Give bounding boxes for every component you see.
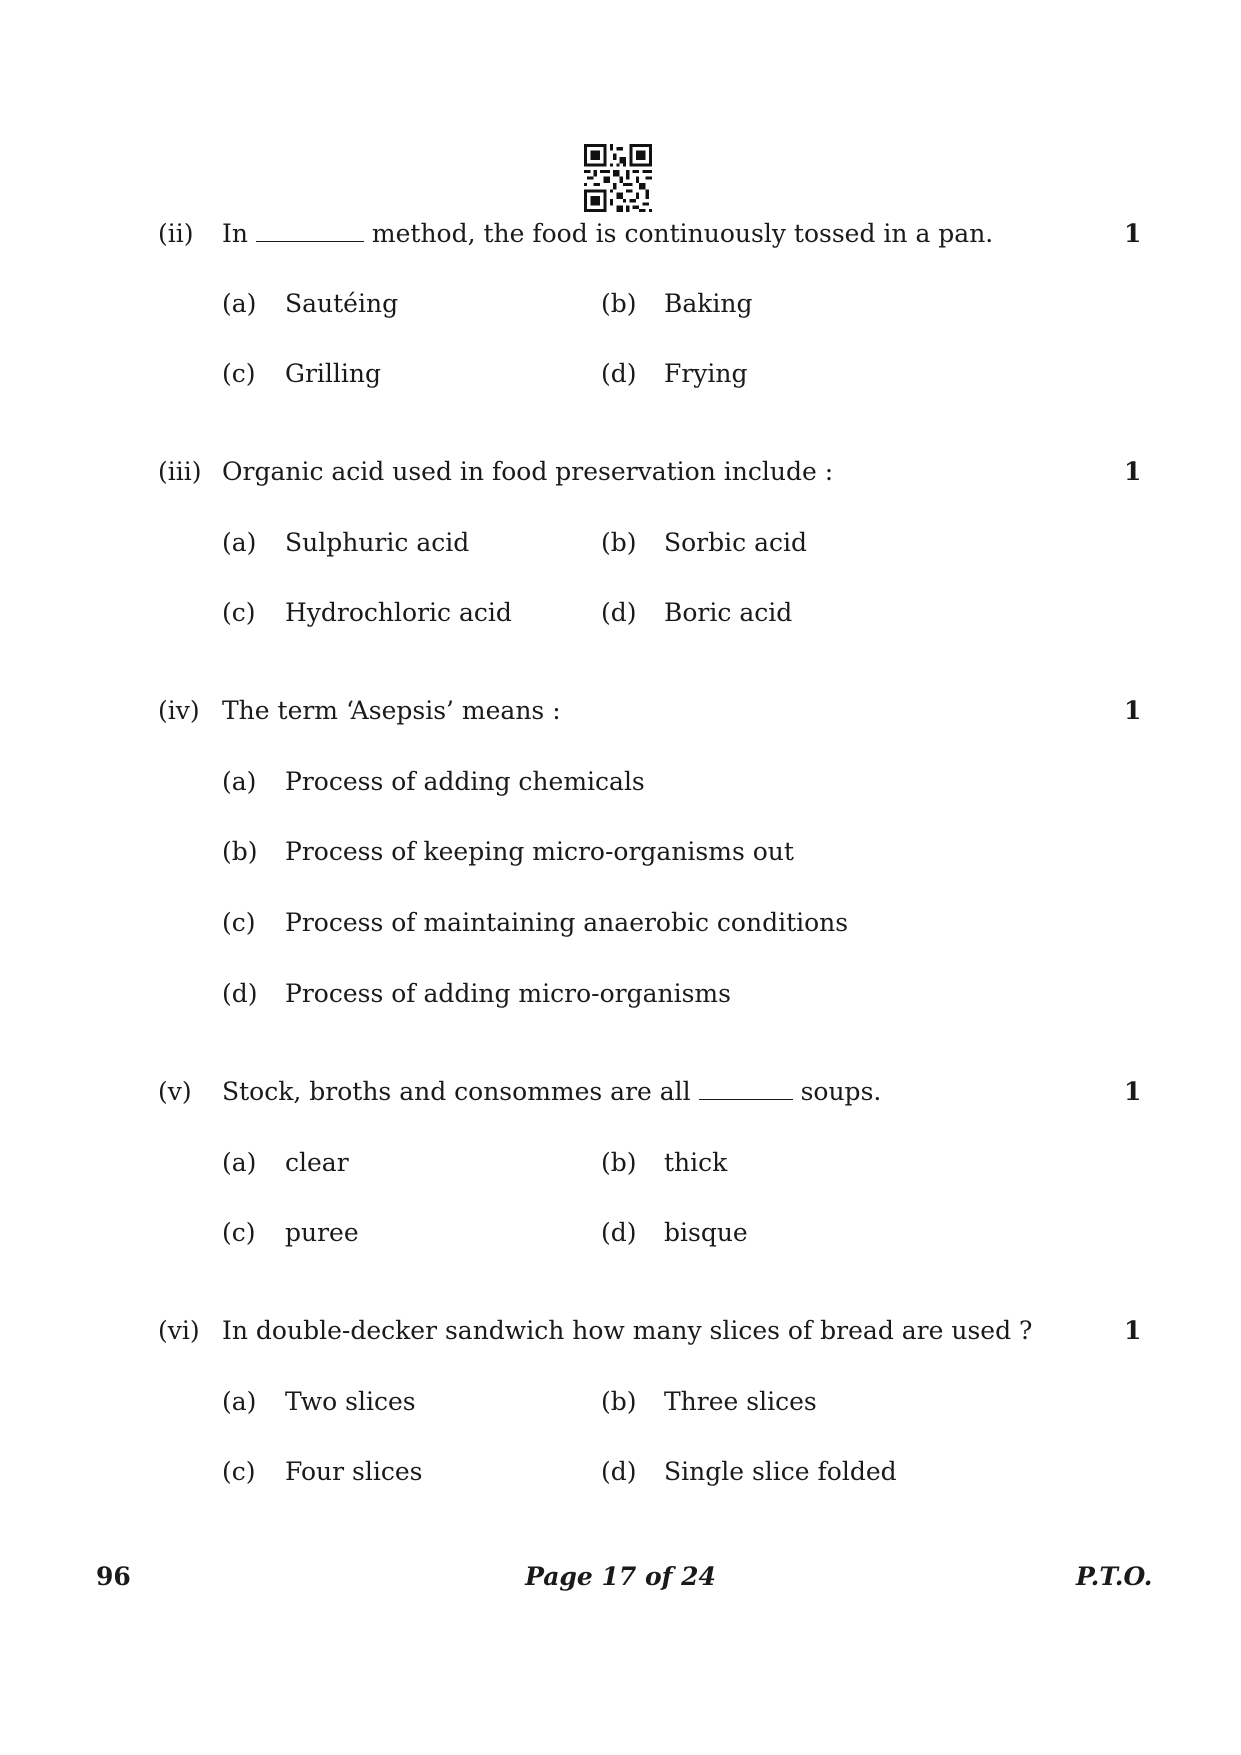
option-d: (d) Process of adding micro-organisms bbox=[222, 979, 731, 1008]
question-marks: 1 bbox=[1124, 1077, 1142, 1106]
option-d: (d) Boric acid bbox=[601, 598, 793, 627]
question-marks: 1 bbox=[1124, 696, 1142, 725]
option-c: (c) Process of maintaining anaerobic conditions bbox=[222, 908, 849, 937]
question-stem: In method, the food is continuously tossed in a pan. bbox=[222, 219, 994, 248]
question-marks: 1 bbox=[1124, 219, 1142, 248]
option-b: (b) thick bbox=[601, 1148, 728, 1177]
option-c: (c) Hydrochloric acid bbox=[222, 598, 512, 627]
option-d: (d) Frying bbox=[601, 359, 748, 388]
option-d: (d) Single slice folded bbox=[601, 1457, 897, 1486]
option-b: (b) Baking bbox=[601, 289, 753, 318]
question-stem: Stock, broths and consommes are all soups. bbox=[222, 1077, 882, 1106]
option-b: (b) Process of keeping micro-organisms out bbox=[222, 837, 794, 866]
question-marks: 1 bbox=[1124, 1316, 1142, 1345]
pto-label: P.T.O. bbox=[1076, 1562, 1153, 1591]
option-a: (a) Sautéing bbox=[222, 289, 399, 318]
question-stem: The term ‘Asepsis’ means : bbox=[222, 696, 561, 725]
question-stem: Organic acid used in food preservation include : bbox=[222, 457, 834, 486]
option-a: (a) clear bbox=[222, 1148, 349, 1177]
question-number: (iii) bbox=[158, 457, 202, 486]
answer-blank bbox=[256, 219, 364, 242]
option-c: (c) puree bbox=[222, 1218, 359, 1247]
qr-code bbox=[584, 144, 652, 212]
question-marks: 1 bbox=[1124, 457, 1142, 486]
answer-blank bbox=[699, 1077, 793, 1100]
question-number: (iv) bbox=[158, 696, 200, 725]
option-b: (b) Three slices bbox=[601, 1387, 817, 1416]
question-number: (v) bbox=[158, 1077, 192, 1106]
option-a: (a) Two slices bbox=[222, 1387, 416, 1416]
paper-code: 96 bbox=[96, 1562, 131, 1591]
option-a: (a) Process of adding chemicals bbox=[222, 767, 645, 796]
option-b: (b) Sorbic acid bbox=[601, 528, 807, 557]
option-c: (c) Four slices bbox=[222, 1457, 423, 1486]
page-number: Page 17 of 24 bbox=[525, 1562, 716, 1591]
option-c: (c) Grilling bbox=[222, 359, 382, 388]
option-d: (d) bisque bbox=[601, 1218, 748, 1247]
question-number: (ii) bbox=[158, 219, 194, 248]
question-stem: In double-decker sandwich how many slices of bread are used ? bbox=[222, 1316, 1033, 1345]
question-number: (vi) bbox=[158, 1316, 200, 1345]
option-a: (a) Sulphuric acid bbox=[222, 528, 470, 557]
